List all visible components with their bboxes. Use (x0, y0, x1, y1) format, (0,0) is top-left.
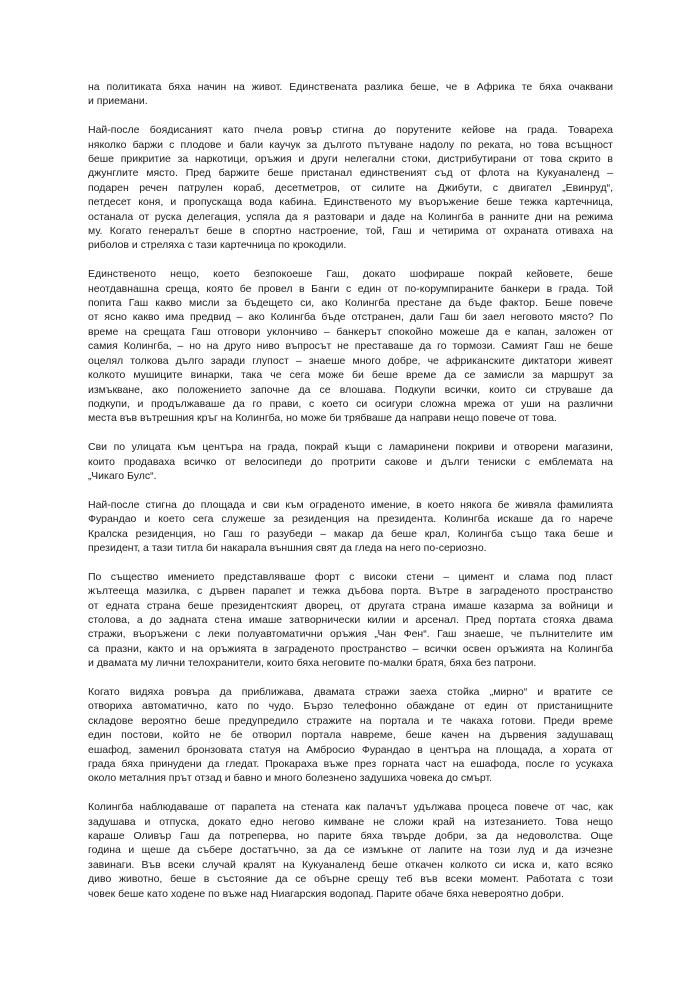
paragraph (88, 123, 613, 253)
text-line: измъкване, ако положението започне да се влошава. Подкупи всички, които си струваше да (88, 383, 613, 396)
text-line: няколко баржи с плодове и бали каучук за дългото пътуване надолу по реката, но това всъщност (88, 138, 613, 151)
paragraph (88, 267, 613, 425)
paragraph (88, 800, 613, 901)
text-line: останала от руска делегация, успяла да я разтовари и даде на Колингба в ранните дни на режима (88, 210, 613, 223)
text-line: колкото мушиците винарки, така че сега може би беше време да се замисли за маршрут за (88, 369, 613, 382)
text-line: риболов и стреляха с тази картечница по крокодили. (88, 239, 347, 252)
text-line: година и щеше да събере достатъчно, за да се измъкне от лапите на този луд и да изчезне (88, 844, 613, 857)
paragraph (88, 440, 613, 483)
text-line: ешафод, заменил бронзовата статуя на Амбросио Фурандао в центъра на площада, а хората от (88, 743, 613, 756)
text-line: са празни, както и на оръжията в заграденото пространство – всички освен оръжията на Колингба (88, 642, 613, 655)
text-line: Фурандао и което сега служеше за резиденция на президента. Колингба искаше да го нарече (88, 513, 613, 526)
text-line: време на срещата Гаш отговори уклончиво – банкерът спокойно можеше да е капан, заложен от (88, 325, 613, 338)
text-line: на политиката бяха начин на живот. Единствената разлика беше, че в Африка те бяха очаквани (88, 81, 613, 93)
text-line: подарен речен патрулен кораб, десетметров, от силите на Джибути, с двигател „Евинруд“, (88, 181, 613, 194)
text-line: диво животно, беше в състояние да се обърне срещу теб във всеки момент. Работата с този (88, 873, 613, 886)
text-line: беше прикритие за наркотици, оръжия и други нелегални стоки, дистрибутирани от това скрито в (88, 153, 613, 166)
text-line: Единственото нещо, което безпокоеше Гаш, докато шофираше покрай кейовете, беше (88, 268, 613, 281)
text-line: от едната страна беше президентският дворец, от другата страна имаше казарма за войници и (88, 599, 613, 612)
body-text (88, 80, 613, 915)
text-line: жълтееща мазилка, с дървен парапет и тежка дъбова порта. Вътре в заграденото пространство (88, 585, 613, 598)
text-line: складове вероятно беше предупредило стражите на портала и те чакаха готови. Преди време (88, 714, 613, 727)
text-line: подкупи, и продължаваше да го прави, с което си осигури сложна мрежа от уши на различни (88, 397, 613, 410)
text-line: неотдавнашна среща, която бе провел в Банги с един от по-корумпираните банкери в града. Той (88, 282, 613, 295)
text-line: стражи, въоръжени с леки полуавтоматични оръжия „Чан Фен“. Гаш знаеше, че пълнителите им (88, 628, 613, 641)
text-line: и двамата му лични телохранители, които бяха неговите по-малки братя, бяха без патрони. (88, 657, 537, 670)
text-line: Сви по улицата към центъра на града, покрай къщи с ламаринени покриви и отворени магазини, (88, 441, 613, 454)
text-line: които продаваха всичко от велосипеди до протрити сакове и дълги тениски с емблемата на (88, 455, 613, 468)
text-line: Кралска резиденция, но Гаш го разубеди – макар да беше крал, Колингба също така беше и (88, 527, 613, 540)
text-line: петдесет коня, и пропускаща вода кабина. Единственото му въоръжение беше тежка картечница, (88, 196, 613, 209)
text-line: му. Когато генералът беше в спортно настроение, той, Гаш и четирима от охраната отиваха на (88, 225, 613, 238)
text-line: По същество имението представляваше форт с високи стени – цимент и слама под пласт (88, 570, 613, 583)
paragraph (88, 685, 613, 786)
text-line: самия Колингба, – но на друго ниво въпросът не преставаше да го тормози. Самият Гаш не беше (88, 340, 613, 353)
text-line: и приемани. (88, 95, 148, 108)
text-line: президент, а тази титла би накарала външния свят да гледа на него по-сериозно. (88, 541, 487, 554)
text-line: завинаги. Във всеки случай кралят на Кукуаналенд беше откачен колкото си иска и, като всяко (88, 858, 613, 871)
text-line: от ясно какво има предвид – ако Колингба бъде отстранен, дали Гаш би заел неговото място? По (88, 311, 613, 324)
text-line: караше Оливър Гаш да потреперва, но парите бяха твърде добри, за да недоволства. Още (88, 830, 613, 843)
text-line: попита Гаш какво мисли за бъдещето си, ако Колингба престане да бъде фактор. Беше повече (88, 297, 613, 310)
text-line: Най-после стигна до площада и сви към ограденото имение, в което някога бе живяла фамилията (88, 498, 613, 511)
text-line: отвориха автоматично, като по чудо. Бързо телефонно обаждане от един от пристанищните (88, 700, 613, 713)
text-line: около металния прът отзад и бавно и много болезнено задушиха човека до смърт. (88, 772, 493, 785)
text-line: джунглите място. Пред баржите беше пристанал единственият съд от флота на Кукуаналенд – (88, 167, 613, 180)
text-line: човек беше като ходене по въже над Ниагарския водопад. Парите обаче бяха невероятно добри. (88, 887, 564, 900)
text-line: Най-после боядисаният като пчела ровър стигна до порутените кейове на града. Товареха (88, 124, 613, 137)
text-line: Когато видяха ровъра да приближава, двамата стражи заеха стойка „мирно“ и вратите се (88, 685, 613, 698)
text-line: Колингба наблюдаваше от парапета на стената как палачът удължава процеса повече от час, как (88, 801, 613, 814)
text-line: един постови, който не бе отворил портала навреме, беше качен на дървения задушаващ (88, 729, 613, 742)
text-line: места във вътрешния кръг на Колингба, но може би трябваше да направи нещо повече от това. (88, 412, 557, 425)
text-line: „Чикаго Булс“. (88, 469, 157, 482)
text-line: задушава и отпуска, докато едно негово кимване не сложи край на изтезанието. Това нещо (88, 815, 613, 828)
text-line: оцелял толкова дълго заради глупост – знаеше много добре, че африканските диктатори живеят (88, 354, 613, 367)
paragraph (88, 498, 613, 556)
text-line: столова, а до задната стена имаше затворнически килии и арсенал. Пред портата стояха двама (88, 613, 613, 626)
text-line: града бяха принудени да гледат. Прокараха въже през горната част на ешафода, после го усукаха (88, 758, 613, 770)
paragraph (88, 570, 613, 671)
paragraph (88, 80, 613, 109)
